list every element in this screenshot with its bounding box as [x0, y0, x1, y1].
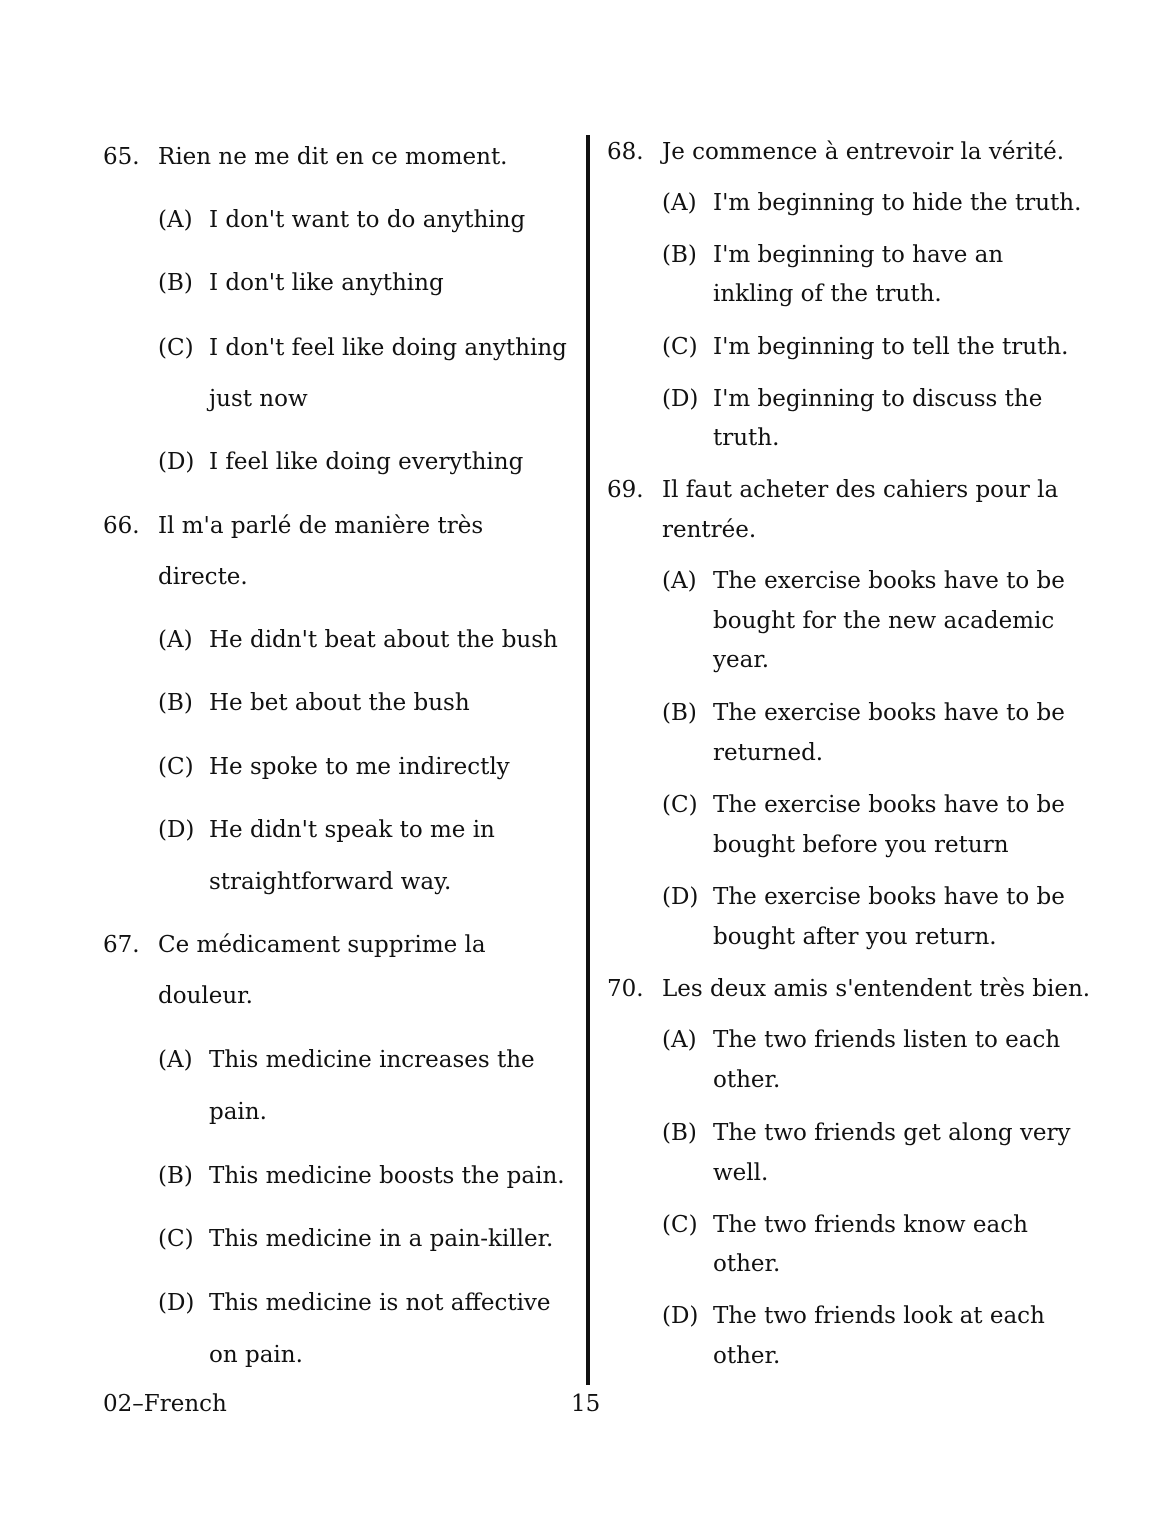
- option-label: (A): [158, 627, 193, 653]
- question-text: Ce médicament supprime la: [158, 932, 486, 958]
- question-number: 68.: [607, 139, 644, 165]
- column-divider: [586, 135, 590, 1385]
- option-label: (A): [158, 207, 193, 233]
- option-a-continuation: bought for the new academic: [713, 608, 1055, 634]
- option-label: (C): [158, 754, 194, 780]
- option-d-continuation: straightforward way.: [209, 869, 452, 895]
- question-number: 65.: [103, 144, 140, 170]
- option-label: (B): [662, 1120, 697, 1146]
- option-d-continuation: truth.: [713, 425, 780, 451]
- option-d-continuation: other.: [713, 1343, 781, 1369]
- option-label: (D): [662, 386, 699, 412]
- question-number: 70.: [607, 976, 644, 1002]
- question-text: Les deux amis s'entendent très bien.: [662, 976, 1091, 1002]
- option-label: (A): [662, 1027, 697, 1053]
- option-b-continuation: well.: [713, 1160, 769, 1186]
- option-label: (B): [158, 270, 193, 296]
- option-label: (B): [662, 700, 697, 726]
- option-text: This medicine in a pain-killer.: [209, 1226, 554, 1252]
- question-number: 69.: [607, 477, 644, 503]
- option-text: I feel like doing everything: [209, 449, 524, 475]
- option-a-continuation: year.: [713, 647, 770, 673]
- option-label: (C): [158, 1226, 194, 1252]
- option-text: The exercise books have to be: [713, 792, 1065, 818]
- option-text: I'm beginning to have an: [713, 242, 1004, 268]
- option-b-continuation: inkling of the truth.: [713, 281, 942, 307]
- question-text-continuation: douleur.: [158, 983, 253, 1009]
- option-text: The exercise books have to be: [713, 884, 1065, 910]
- question-text: Il faut acheter des cahiers pour la: [662, 477, 1059, 503]
- question-text: Je commence à entrevoir la vérité.: [662, 139, 1065, 165]
- option-label: (D): [662, 884, 699, 910]
- option-text: He didn't speak to me in: [209, 817, 495, 843]
- option-label: (B): [662, 242, 697, 268]
- option-label: (C): [158, 335, 194, 361]
- option-a-continuation: pain.: [209, 1099, 267, 1125]
- option-text: This medicine is not affective: [209, 1290, 551, 1316]
- option-c-continuation: other.: [713, 1251, 781, 1277]
- option-label: (D): [662, 1303, 699, 1329]
- option-text: This medicine increases the: [209, 1047, 535, 1073]
- option-a-continuation: other.: [713, 1067, 781, 1093]
- option-text: I'm beginning to hide the truth.: [713, 190, 1082, 216]
- question-text-continuation: directe.: [158, 564, 248, 590]
- option-d-continuation: on pain.: [209, 1342, 303, 1368]
- option-label: (A): [662, 568, 697, 594]
- question-text: Il m'a parlé de manière très: [158, 513, 484, 539]
- option-text: The two friends listen to each: [713, 1027, 1061, 1053]
- option-label: (A): [662, 190, 697, 216]
- option-text: The exercise books have to be: [713, 568, 1065, 594]
- question-text: Rien ne me dit en ce moment.: [158, 144, 508, 170]
- option-label: (C): [662, 334, 698, 360]
- option-c-continuation: just now: [209, 386, 308, 412]
- option-b-continuation: returned.: [713, 740, 824, 766]
- option-text: The two friends get along very: [713, 1120, 1071, 1146]
- option-label: (D): [158, 1290, 195, 1316]
- option-label: (C): [662, 1212, 698, 1238]
- option-text: The two friends know each: [713, 1212, 1028, 1238]
- option-text: He spoke to me indirectly: [209, 754, 510, 780]
- page-number: 15: [571, 1391, 601, 1417]
- option-text: I don't want to do anything: [209, 207, 526, 233]
- option-d-continuation: bought after you return.: [713, 924, 997, 950]
- option-c-continuation: bought before you return: [713, 832, 1009, 858]
- option-text: The exercise books have to be: [713, 700, 1065, 726]
- option-text: He bet about the bush: [209, 690, 470, 716]
- option-text: I'm beginning to tell the truth.: [713, 334, 1069, 360]
- question-number: 66.: [103, 513, 140, 539]
- option-label: (B): [158, 1163, 193, 1189]
- option-label: (B): [158, 690, 193, 716]
- option-label: (D): [158, 449, 195, 475]
- option-text: He didn't beat about the bush: [209, 627, 558, 653]
- paper-code: 02–French: [103, 1391, 227, 1417]
- question-number: 67.: [103, 932, 140, 958]
- option-text: I don't feel like doing anything: [209, 335, 567, 361]
- question-text-continuation: rentrée.: [662, 517, 757, 543]
- option-text: I'm beginning to discuss the: [713, 386, 1043, 412]
- option-text: The two friends look at each: [713, 1303, 1045, 1329]
- option-label: (C): [662, 792, 698, 818]
- option-label: (D): [158, 817, 195, 843]
- option-text: This medicine boosts the pain.: [209, 1163, 565, 1189]
- option-text: I don't like anything: [209, 270, 444, 296]
- option-label: (A): [158, 1047, 193, 1073]
